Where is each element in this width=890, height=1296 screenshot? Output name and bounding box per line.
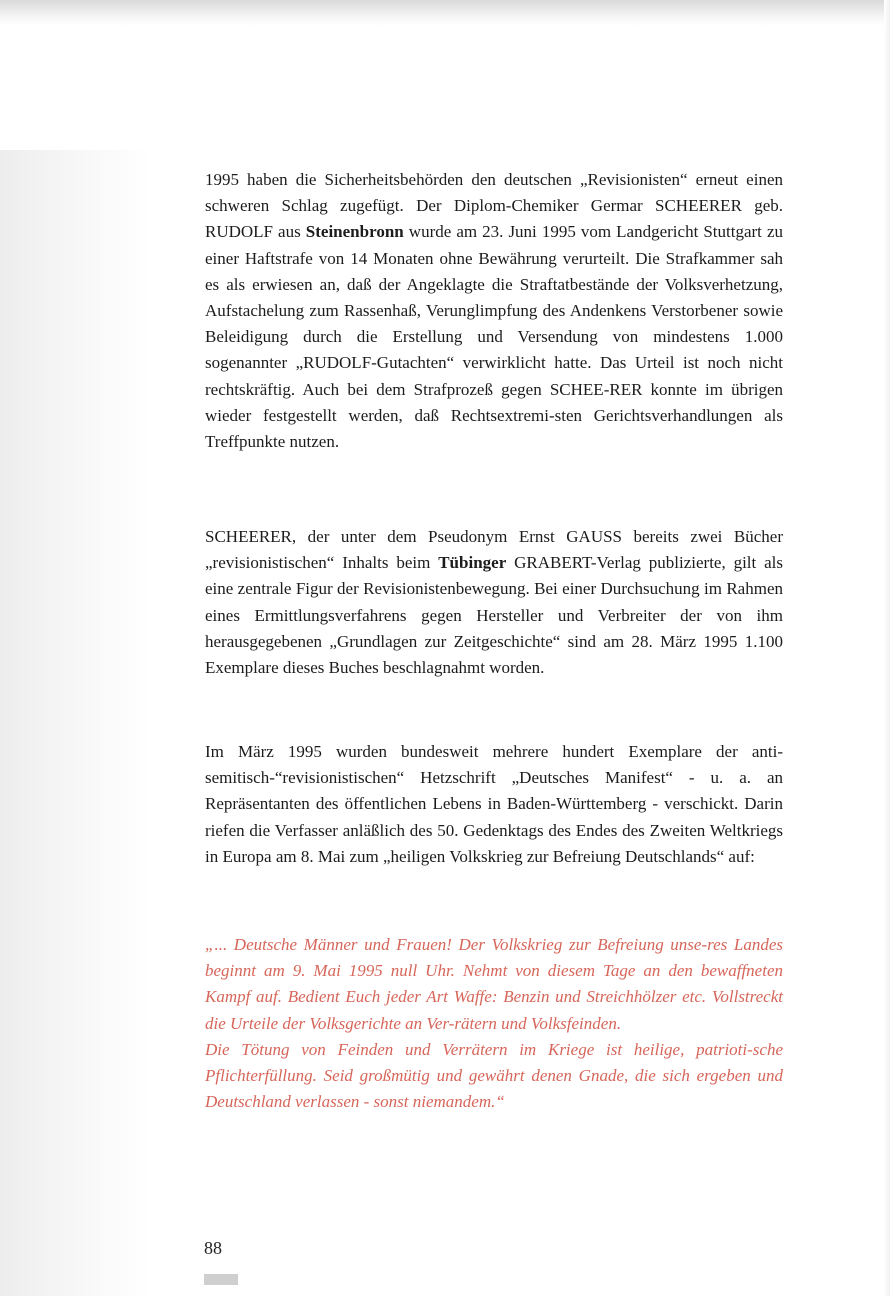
quote-paragraph: Die Tötung von Feinden und Verrätern im Kriege ist heilige, patrioti-sche Pflichterfüllung. Seid großmütig und gewährt denen Gnade, die sich ergeben und Deutschland verlassen - sonst niemandem.“ — [205, 1039, 783, 1112]
paragraph-text: GRABERT-Verlag publizierte, gilt als eine zentrale Figur der Revisionistenbewegung. Bei einer Durchsuchung im Rahmen eines Ermittlungsverfahrens gegen Hersteller und Verbreiter der von ihm herausgegebenen „Grundlagen zur Zeitgeschichte“ sind am 28. März 1995 1.100 Exemplare dieses Buches beschlagnahmt worden. — [205, 553, 783, 678]
manifest-quote — [205, 932, 783, 1115]
scan-right-edge — [884, 0, 890, 1296]
paragraph-text: SCHEERER, der unter dem Pseudonym Ernst GAUSS bereits zwei Bücher „revisionistischen“ Inhalts beim — [205, 527, 783, 573]
page-marker — [204, 1274, 238, 1285]
paragraph-scheerer-publications — [205, 524, 783, 681]
place-name-steinenbronn: Steinenbronn — [305, 222, 404, 242]
paragraph-scheerer-verdict — [205, 167, 783, 455]
paragraph-text: wurde am 23. Juni 1995 vom Landgericht Stuttgart zu einer Haftstrafe von 14 Monaten ohne Bewährung verurteilt. Die Strafkammer sah es als erwiesen an, daß der Angeklagte die Straftatbestände der Volksverhetzung, Aufstachelung zum Rassenhaß, Verunglimpfung des Andenkens Verstorbener sowie Beleidigung durch die Erstellung und Versendung von mindestens 1.000 sogenannter „RUDOLF-Gutachten“ verwirklicht hatte. Das Urteil ist noch nicht rechtskräftig. Auch bei dem Strafprozeß gegen SCHEE-RER konnte im übrigen wieder festgestellt werden, daß Rechtsextremi-sten Gerichtsverhandlungen als Treffpunkte nutzen. — [205, 222, 783, 452]
page-number: 88 — [204, 1238, 222, 1258]
paragraph-text: Im März 1995 wurden bundesweit mehrere hundert Exemplare der anti-semitisch-“revisionistischen“ Hetzschrift „Deutsches Manifest“ - u. a. an Repräsentanten des öffentlichen Lebens in Baden-Württemberg - verschickt. Darin riefen die Verfasser anläßlich des 50. Gedenktags des Endes des Zweiten Weltkriegs in Europa am 8. Mai zum „heiligen Volkskrieg zur Befreiung Deutschlands“ auf: — [205, 742, 783, 866]
scan-top-shadow — [0, 0, 890, 26]
quote-paragraph: „... Deutsche Männer und Frauen! Der Volkskrieg zur Befreiung unse-res Landes beginnt am 9. Mai 1995 null Uhr. Nehmt von diesem Tage an den bewaffneten Kampf auf. Bedient Euch jeder Art Waffe: Benzin und Streichhölzer etc. Vollstreckt die Urteile der Volksgerichte an Ver-rätern und Volksfeinden. — [205, 935, 783, 1033]
paragraph-deutsches-manifest — [205, 739, 783, 870]
scan-left-shadow — [0, 150, 150, 1296]
paragraph-text: 1995 haben die Sicherheitsbehörden den deutschen „Revisionisten“ erneut einen schweren Schlag zugefügt. Der Diplom-Chemiker Germar SCHEERER geb. RUDOLF aus — [205, 170, 783, 242]
place-name-tuebingen: Tübinger — [438, 553, 507, 573]
